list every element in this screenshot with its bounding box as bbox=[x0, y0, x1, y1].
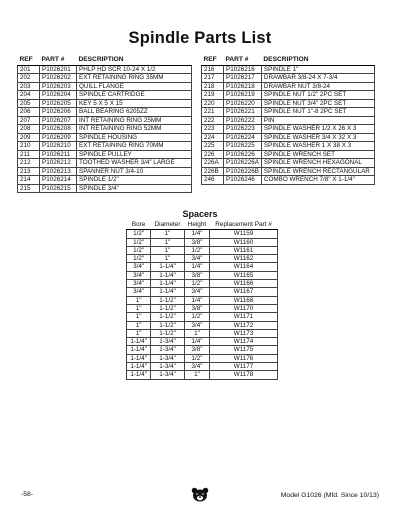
diameter-cell: 1-3/4" bbox=[151, 338, 185, 346]
description-cell: SPINDLE HOUSING bbox=[77, 133, 192, 142]
bore-cell: 3/4" bbox=[127, 280, 151, 288]
diameter-cell: 1-1/2" bbox=[151, 321, 185, 329]
table-row bbox=[202, 125, 375, 134]
bore-cell: 1" bbox=[127, 313, 151, 321]
ref-cell: 209 bbox=[18, 133, 40, 142]
replacement-part-cell: W1174 bbox=[210, 338, 278, 346]
ref-cell: 202 bbox=[18, 74, 40, 83]
ref-cell: 213 bbox=[18, 167, 40, 176]
ref-cell: 246 bbox=[202, 176, 224, 185]
description-cell: SPINDLE NUT 1"-8 2PC SET bbox=[261, 108, 374, 117]
part-number-cell: P1026214 bbox=[40, 176, 77, 185]
bore-cell: 1/2" bbox=[127, 230, 151, 238]
diameter-cell: 1" bbox=[151, 238, 185, 246]
description-cell: QUILL FLANGE bbox=[77, 82, 192, 91]
table-row bbox=[127, 346, 278, 354]
part-number-cell: P1026210 bbox=[40, 142, 77, 151]
table-row bbox=[127, 263, 278, 271]
table-row bbox=[127, 371, 278, 379]
table-row bbox=[127, 363, 278, 371]
height-cell: 1/2" bbox=[184, 246, 209, 254]
bore-cell: 1-1/4" bbox=[127, 346, 151, 354]
height-cell: 1/4" bbox=[184, 230, 209, 238]
replacement-part-cell: W1160 bbox=[210, 238, 278, 246]
table-row bbox=[202, 133, 375, 142]
part-number-cell: P1026205 bbox=[40, 99, 77, 108]
replacement-part-cell: W1167 bbox=[210, 288, 278, 296]
ref-cell: 226 bbox=[202, 150, 224, 159]
description-cell: EXT RETAINING RING 35MM bbox=[77, 74, 192, 83]
table-row bbox=[18, 74, 192, 83]
part-number-cell: P1026202 bbox=[40, 74, 77, 83]
bore-cell: 3/4" bbox=[127, 271, 151, 279]
replacement-part-cell: W1162 bbox=[210, 255, 278, 263]
ref-cell: 208 bbox=[18, 125, 40, 134]
description-cell: PIN bbox=[261, 116, 374, 125]
ref-cell: 207 bbox=[18, 116, 40, 125]
table-row bbox=[127, 230, 278, 238]
height-cell: 1" bbox=[184, 371, 209, 379]
col-replacement-part: Replacement Part # bbox=[210, 221, 278, 230]
replacement-part-cell: W1176 bbox=[210, 354, 278, 362]
replacement-part-cell: W1175 bbox=[210, 346, 278, 354]
part-number-cell: P1026201 bbox=[40, 65, 77, 74]
bore-cell: 1-1/4" bbox=[127, 371, 151, 379]
col-diameter: Diameter bbox=[151, 221, 185, 230]
col-height: Height bbox=[184, 221, 209, 230]
part-number-cell: P1026226B bbox=[224, 167, 262, 176]
description-cell: SPINDLE WASHER 1 X 38 X 3 bbox=[261, 142, 374, 151]
table-row bbox=[202, 99, 375, 108]
diameter-cell: 1-3/4" bbox=[151, 346, 185, 354]
table-row bbox=[127, 238, 278, 246]
part-number-cell: P1026206 bbox=[40, 108, 77, 117]
bore-cell: 3/4" bbox=[127, 288, 151, 296]
height-cell: 3/4" bbox=[184, 288, 209, 296]
table-row bbox=[127, 321, 278, 329]
part-number-cell: P1026224 bbox=[224, 133, 262, 142]
table-row bbox=[18, 125, 192, 134]
height-cell: 3/8" bbox=[184, 304, 209, 312]
description-cell: DRAWBAR 3/8-24 X 7-3/4 bbox=[261, 74, 374, 83]
description-cell: SPINDLE 1/2" bbox=[77, 176, 192, 185]
page-title: Spindle Parts List bbox=[128, 29, 272, 47]
bore-cell: 1-1/4" bbox=[127, 354, 151, 362]
table-row bbox=[18, 150, 192, 159]
diameter-cell: 1" bbox=[151, 230, 185, 238]
ref-cell: 226B bbox=[202, 167, 224, 176]
col-part-number: PART # bbox=[224, 56, 262, 65]
col-description: DESCRIPTION bbox=[77, 56, 192, 65]
height-cell: 1/4" bbox=[184, 296, 209, 304]
diameter-cell: 1-1/2" bbox=[151, 329, 185, 337]
height-cell: 3/4" bbox=[184, 363, 209, 371]
part-number-cell: P1026220 bbox=[224, 99, 262, 108]
parts-table-left bbox=[17, 56, 192, 193]
ref-cell: 211 bbox=[18, 150, 40, 159]
table-row bbox=[18, 116, 192, 125]
col-bore: Bore bbox=[127, 221, 151, 230]
part-number-cell: P1026218 bbox=[224, 82, 262, 91]
table-row bbox=[202, 65, 375, 74]
description-cell: INT RETAINING RING 52MM bbox=[77, 125, 192, 134]
diameter-cell: 1-1/4" bbox=[151, 271, 185, 279]
bore-cell: 3/4" bbox=[127, 263, 151, 271]
ref-cell: 204 bbox=[18, 91, 40, 100]
description-cell: COMBO WRENCH 7/8" X 1-1/4" bbox=[261, 176, 374, 185]
ref-cell: 219 bbox=[202, 91, 224, 100]
ref-cell: 221 bbox=[202, 108, 224, 117]
table-row bbox=[127, 313, 278, 321]
diameter-cell: 1-3/4" bbox=[151, 354, 185, 362]
table-row bbox=[127, 288, 278, 296]
part-number-cell: P1026246 bbox=[224, 176, 262, 185]
table-row bbox=[18, 91, 192, 100]
part-number-cell: P1026209 bbox=[40, 133, 77, 142]
table-row bbox=[202, 159, 375, 168]
description-cell: SPANNER NUT 3/4-10 bbox=[77, 167, 192, 176]
diameter-cell: 1" bbox=[151, 255, 185, 263]
table-row bbox=[18, 184, 192, 193]
height-cell: 3/4" bbox=[184, 321, 209, 329]
description-cell: SPINDLE 3/4" bbox=[77, 184, 192, 193]
description-cell: SPINDLE WRENCH RECTANGULAR bbox=[261, 167, 374, 176]
table-row bbox=[202, 142, 375, 151]
diameter-cell: 1-3/4" bbox=[151, 363, 185, 371]
bear-head-icon bbox=[191, 487, 209, 502]
replacement-part-cell: W1159 bbox=[210, 230, 278, 238]
part-number-cell: P1026215 bbox=[40, 184, 77, 193]
description-cell: SPINDLE WASHER 1/2 X 26 X 3 bbox=[261, 125, 374, 134]
replacement-part-cell: W1173 bbox=[210, 329, 278, 337]
replacement-part-cell: W1166 bbox=[210, 280, 278, 288]
part-number-cell: P1026221 bbox=[224, 108, 262, 117]
bore-cell: 1" bbox=[127, 304, 151, 312]
ref-cell: 215 bbox=[18, 184, 40, 193]
table-row bbox=[18, 108, 192, 117]
height-cell: 1/2" bbox=[184, 280, 209, 288]
table-row bbox=[18, 133, 192, 142]
table-row bbox=[202, 82, 375, 91]
replacement-part-cell: W1170 bbox=[210, 304, 278, 312]
table-row bbox=[202, 74, 375, 83]
page-number: -58- bbox=[21, 491, 34, 498]
height-cell: 3/4" bbox=[184, 255, 209, 263]
part-number-cell: P1026225 bbox=[224, 142, 262, 151]
bore-cell: 1-1/4" bbox=[127, 338, 151, 346]
description-cell: KEY 5 X 5 X 15 bbox=[77, 99, 192, 108]
part-number-cell: P1026216 bbox=[224, 65, 262, 74]
table-row bbox=[127, 255, 278, 263]
description-cell: SPINDLE WASHER 3/4 X 32 X 3 bbox=[261, 133, 374, 142]
table-row bbox=[127, 304, 278, 312]
bore-cell: 1/2" bbox=[127, 255, 151, 263]
description-cell: SPINDLE CARTRIDGE bbox=[77, 91, 192, 100]
replacement-part-cell: W1171 bbox=[210, 313, 278, 321]
height-cell: 3/8" bbox=[184, 346, 209, 354]
replacement-part-cell: W1178 bbox=[210, 371, 278, 379]
diameter-cell: 1" bbox=[151, 246, 185, 254]
height-cell: 1/4" bbox=[184, 338, 209, 346]
part-number-cell: P1026212 bbox=[40, 159, 77, 168]
spacers-table bbox=[126, 221, 278, 380]
ref-cell: 220 bbox=[202, 99, 224, 108]
description-cell: INT RETAINING RING 25MM bbox=[77, 116, 192, 125]
height-cell: 1/4" bbox=[184, 263, 209, 271]
part-number-cell: P1026217 bbox=[224, 74, 262, 83]
ref-cell: 217 bbox=[202, 74, 224, 83]
table-row bbox=[18, 65, 192, 74]
parts-table-right bbox=[201, 56, 375, 185]
ref-cell: 201 bbox=[18, 65, 40, 74]
bore-cell: 1/2" bbox=[127, 246, 151, 254]
description-cell: SPINDLE NUT 1/2" 2PC SET bbox=[261, 91, 374, 100]
ref-cell: 222 bbox=[202, 116, 224, 125]
replacement-part-cell: W1172 bbox=[210, 321, 278, 329]
description-cell: SPINDLE WRENCH SET bbox=[261, 150, 374, 159]
ref-cell: 216 bbox=[202, 65, 224, 74]
description-cell: BALL BEARING 6205ZZ bbox=[77, 108, 192, 117]
diameter-cell: 1-1/2" bbox=[151, 296, 185, 304]
part-number-cell: P1026226A bbox=[224, 159, 262, 168]
ref-cell: 225 bbox=[202, 142, 224, 151]
ref-cell: 224 bbox=[202, 133, 224, 142]
diameter-cell: 1-1/4" bbox=[151, 280, 185, 288]
description-cell: SPINDLE WRENCH HEXAGONAL bbox=[261, 159, 374, 168]
diameter-cell: 1-1/4" bbox=[151, 288, 185, 296]
description-cell: SPINDLE PULLEY bbox=[77, 150, 192, 159]
bore-cell: 1" bbox=[127, 329, 151, 337]
description-cell: SPINDLE 1" bbox=[261, 65, 374, 74]
description-cell: DRAWBAR NUT 3/8-24 bbox=[261, 82, 374, 91]
table-row bbox=[18, 167, 192, 176]
part-number-cell: P1026208 bbox=[40, 125, 77, 134]
part-number-cell: P1026207 bbox=[40, 116, 77, 125]
table-row bbox=[127, 354, 278, 362]
height-cell: 1" bbox=[184, 329, 209, 337]
height-cell: 1/2" bbox=[184, 354, 209, 362]
description-cell: SPINDLE NUT 3/4" 2PC SET bbox=[261, 99, 374, 108]
part-number-cell: P1026219 bbox=[224, 91, 262, 100]
col-description: DESCRIPTION bbox=[261, 56, 374, 65]
table-row bbox=[18, 176, 192, 185]
table-row bbox=[18, 159, 192, 168]
ref-cell: 206 bbox=[18, 108, 40, 117]
part-number-cell: P1026222 bbox=[224, 116, 262, 125]
part-number-cell: P1026223 bbox=[224, 125, 262, 134]
height-cell: 3/8" bbox=[184, 271, 209, 279]
diameter-cell: 1-3/4" bbox=[151, 371, 185, 379]
diameter-cell: 1-1/2" bbox=[151, 304, 185, 312]
ref-cell: 203 bbox=[18, 82, 40, 91]
replacement-part-cell: W1177 bbox=[210, 363, 278, 371]
replacement-part-cell: W1161 bbox=[210, 246, 278, 254]
ref-cell: 214 bbox=[18, 176, 40, 185]
part-number-cell: P1026226 bbox=[224, 150, 262, 159]
description-cell: PHLP HD SCR 10-24 X 1/2 bbox=[77, 65, 192, 74]
replacement-part-cell: W1168 bbox=[210, 296, 278, 304]
table-row bbox=[202, 167, 375, 176]
description-cell: TOOTHED WASHER 3/4" LARGE bbox=[77, 159, 192, 168]
ref-cell: 218 bbox=[202, 82, 224, 91]
table-row bbox=[202, 150, 375, 159]
table-row bbox=[127, 338, 278, 346]
bore-cell: 1-1/4" bbox=[127, 363, 151, 371]
table-row bbox=[127, 271, 278, 279]
col-part-number: PART # bbox=[40, 56, 77, 65]
height-cell: 1/2" bbox=[184, 313, 209, 321]
description-cell: EXT RETAINING RING 70MM bbox=[77, 142, 192, 151]
spacers-heading: Spacers bbox=[182, 209, 218, 219]
table-row bbox=[202, 176, 375, 185]
table-row bbox=[127, 329, 278, 337]
part-number-cell: P1026211 bbox=[40, 150, 77, 159]
ref-cell: 226A bbox=[202, 159, 224, 168]
table-row bbox=[202, 91, 375, 100]
replacement-part-cell: W1164 bbox=[210, 263, 278, 271]
table-row bbox=[18, 99, 192, 108]
replacement-part-cell: W1165 bbox=[210, 271, 278, 279]
ref-cell: 205 bbox=[18, 99, 40, 108]
ref-cell: 210 bbox=[18, 142, 40, 151]
table-row bbox=[18, 82, 192, 91]
ref-cell: 212 bbox=[18, 159, 40, 168]
table-row bbox=[202, 116, 375, 125]
diameter-cell: 1-1/2" bbox=[151, 313, 185, 321]
table-row bbox=[202, 108, 375, 117]
model-footer: Model G1026 (Mfd. Since 10/13) bbox=[280, 492, 379, 499]
table-row bbox=[127, 296, 278, 304]
bore-cell: 1/2" bbox=[127, 238, 151, 246]
table-row bbox=[127, 246, 278, 254]
bore-cell: 1" bbox=[127, 296, 151, 304]
table-row bbox=[127, 280, 278, 288]
part-number-cell: P1026204 bbox=[40, 91, 77, 100]
bore-cell: 1" bbox=[127, 321, 151, 329]
col-ref: REF bbox=[18, 56, 40, 65]
col-ref: REF bbox=[202, 56, 224, 65]
ref-cell: 223 bbox=[202, 125, 224, 134]
diameter-cell: 1-1/4" bbox=[151, 263, 185, 271]
part-number-cell: P1026203 bbox=[40, 82, 77, 91]
height-cell: 3/8" bbox=[184, 238, 209, 246]
part-number-cell: P1026213 bbox=[40, 167, 77, 176]
table-row bbox=[18, 142, 192, 151]
